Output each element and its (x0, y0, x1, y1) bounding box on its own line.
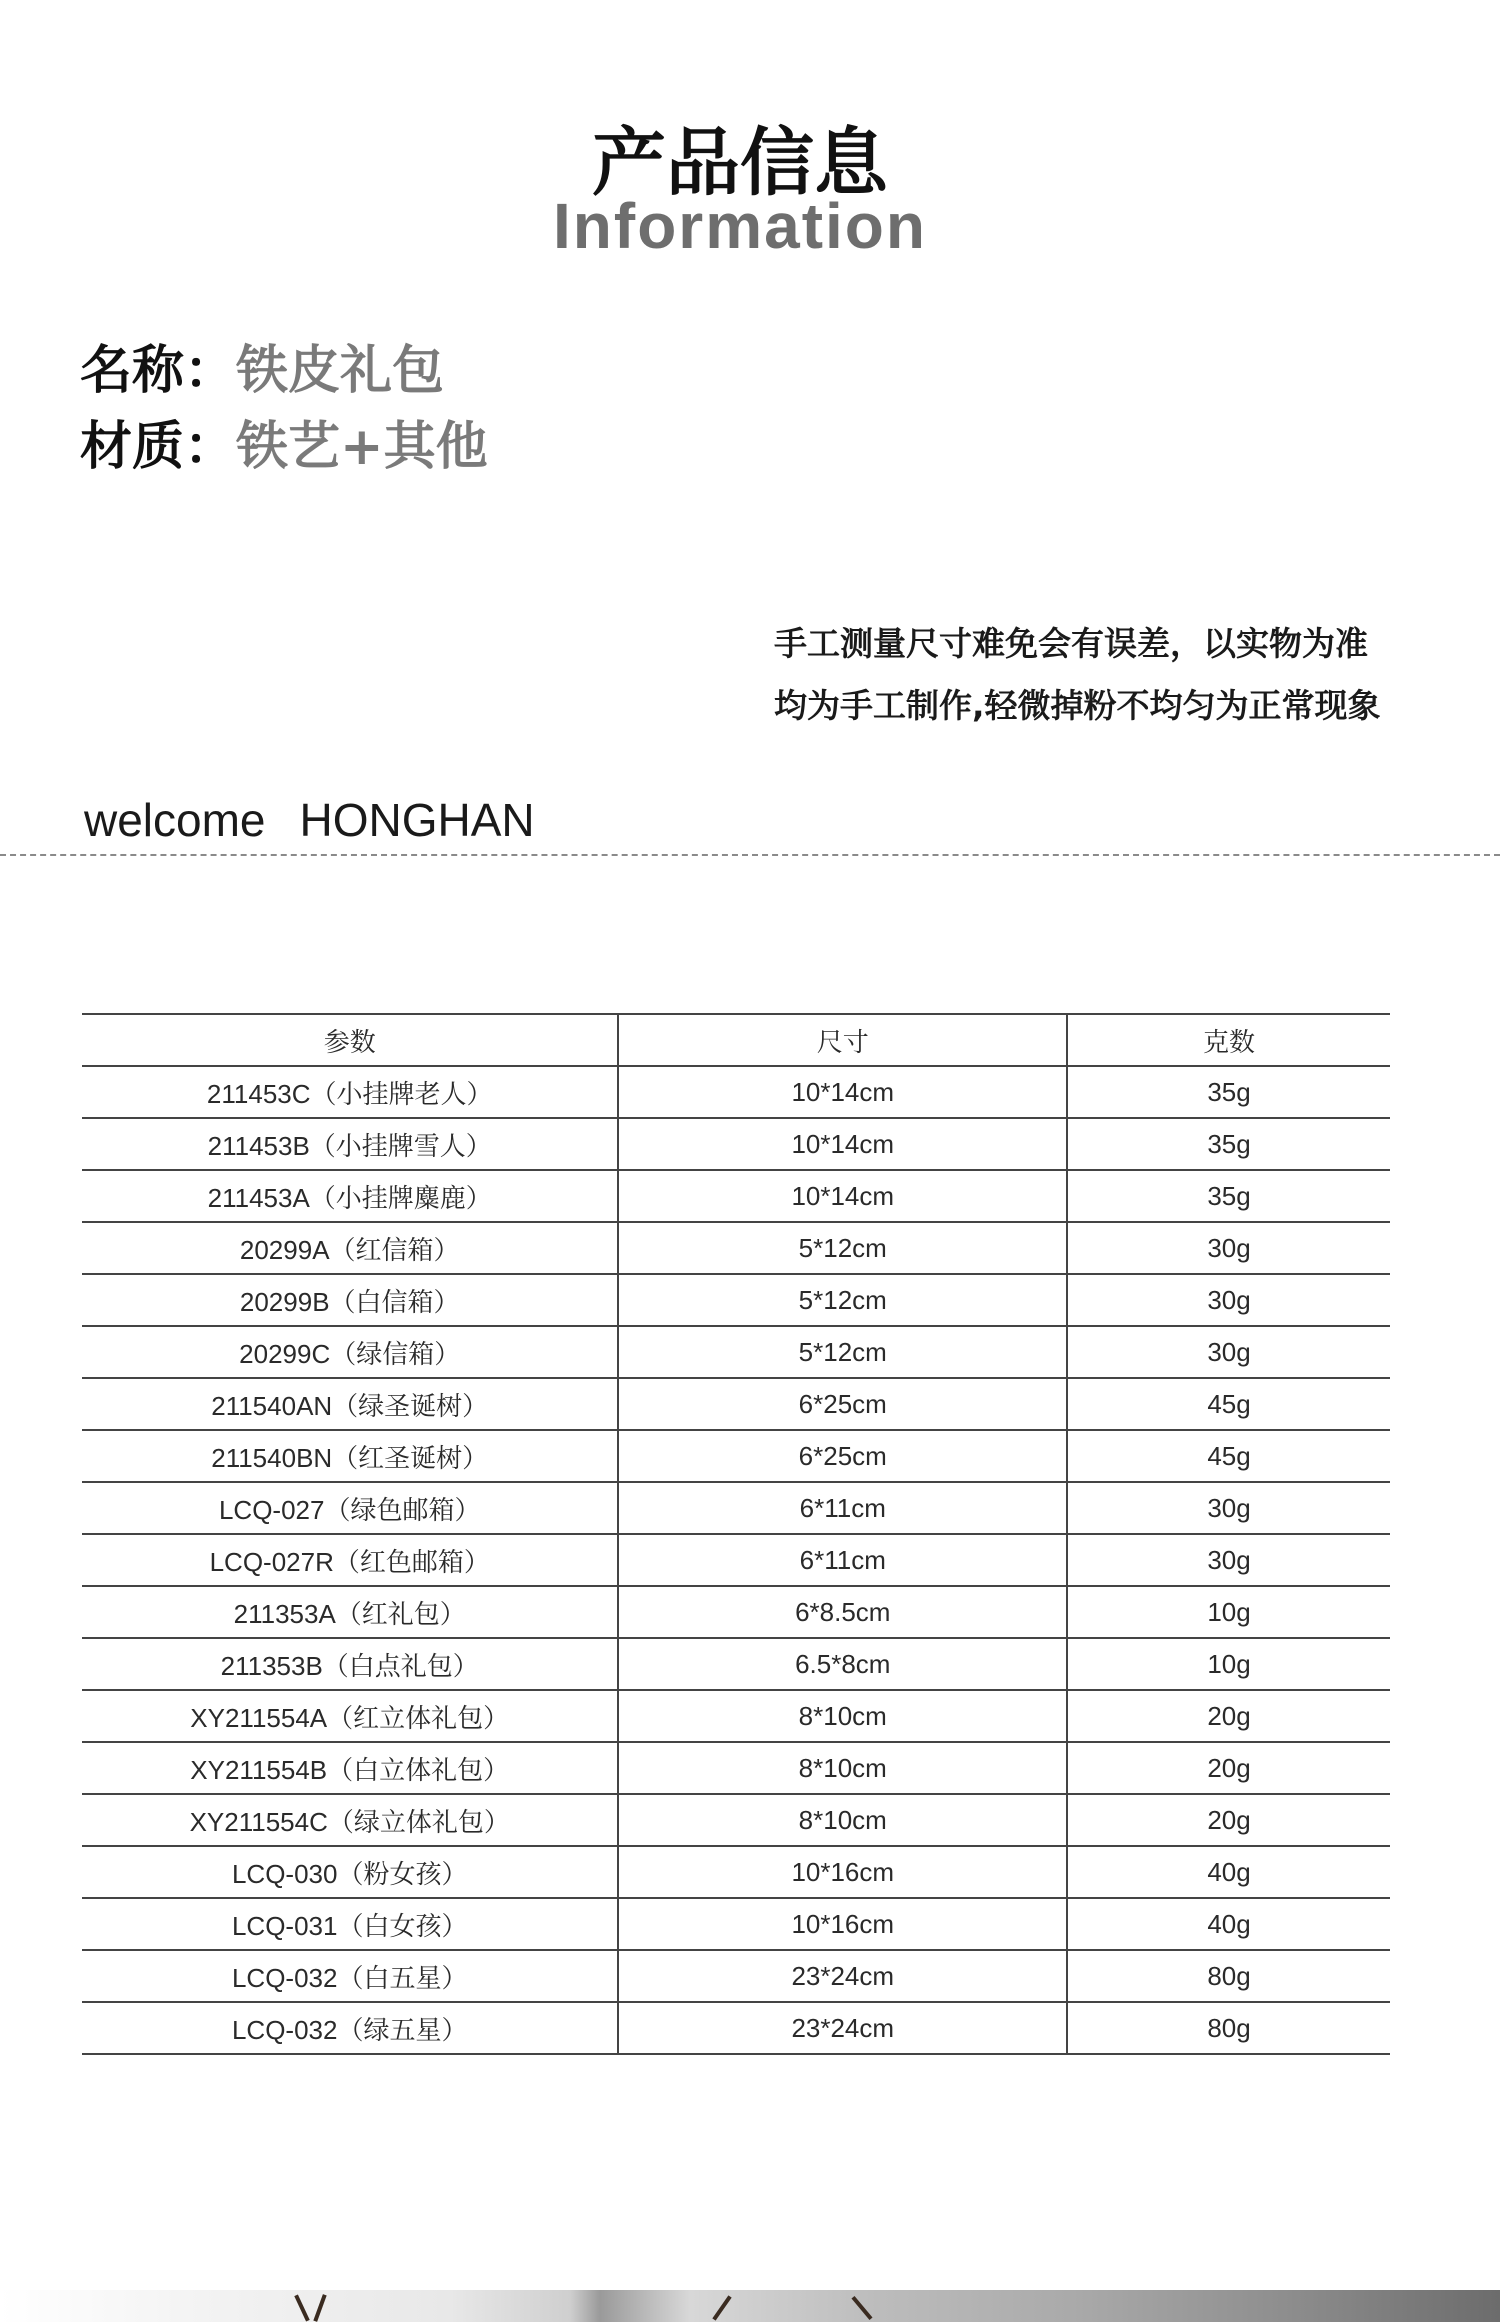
cell-weight: 40g (1067, 1898, 1390, 1950)
table-row (82, 1170, 1390, 1222)
cell-param: 211540BN（红圣诞树） (82, 1430, 618, 1482)
cell-size: 6*11cm (618, 1534, 1067, 1586)
cell-param: XY211554B（白立体礼包） (82, 1742, 618, 1794)
cell-weight: 35g (1067, 1170, 1390, 1222)
cell-param: LCQ-027（绿色邮箱） (82, 1482, 618, 1534)
cell-param: 211353B（白点礼包） (82, 1638, 618, 1690)
table-row (82, 1898, 1390, 1950)
cell-param: 211540AN（绿圣诞树） (82, 1378, 618, 1430)
welcome-banner (84, 790, 535, 850)
cell-size: 6*8.5cm (618, 1586, 1067, 1638)
cell-size: 6*11cm (618, 1482, 1067, 1534)
cell-param: 20299C（绿信箱） (82, 1326, 618, 1378)
cell-weight: 35g (1067, 1066, 1390, 1118)
cell-param: LCQ-030（粉女孩） (82, 1846, 618, 1898)
cell-weight: 20g (1067, 1794, 1390, 1846)
cell-param: 211453A（小挂牌麋鹿） (82, 1170, 618, 1222)
cell-weight: 10g (1067, 1638, 1390, 1690)
cell-weight: 30g (1067, 1274, 1390, 1326)
product-name-value: 铁皮礼包 (236, 341, 445, 401)
cell-param: 211453C（小挂牌老人） (82, 1066, 618, 1118)
cell-size: 8*10cm (618, 1690, 1067, 1742)
cell-size: 23*24cm (618, 2002, 1067, 2054)
table-row (82, 1066, 1390, 1118)
handmade-note: 均为手工制作,轻微掉粉不均匀为正常现象 (774, 686, 1381, 725)
table-row (82, 1950, 1390, 2002)
cell-param: 20299A（红信箱） (82, 1222, 618, 1274)
measurement-note: 手工测量尺寸难免会有误差，以实物为准 (774, 624, 1368, 663)
product-name-line (80, 338, 444, 404)
product-material-value: 铁艺+其他 (236, 417, 488, 477)
cell-size: 10*16cm (618, 1846, 1067, 1898)
cell-param: LCQ-032（绿五星） (82, 2002, 618, 2054)
table-row (82, 1274, 1390, 1326)
cell-weight: 20g (1067, 1742, 1390, 1794)
table-row (82, 1430, 1390, 1482)
cell-weight: 30g (1067, 1482, 1390, 1534)
page-title: 产品信息 (592, 120, 888, 206)
cell-size: 23*24cm (618, 1950, 1067, 2002)
brand-name: HONGHAN (299, 794, 535, 846)
cell-size: 10*14cm (618, 1118, 1067, 1170)
cell-param: LCQ-027R（红色邮箱） (82, 1534, 618, 1586)
cell-weight: 80g (1067, 2002, 1390, 2054)
table-row (82, 1638, 1390, 1690)
product-name-label: 名称： (80, 341, 237, 401)
cell-size: 6*25cm (618, 1430, 1067, 1482)
table-row (82, 1690, 1390, 1742)
cell-param: 20299B（白信箱） (82, 1274, 618, 1326)
spec-table (82, 1013, 1390, 2055)
cell-weight: 30g (1067, 1326, 1390, 1378)
cell-param: LCQ-031（白女孩） (82, 1898, 618, 1950)
cell-size: 10*16cm (618, 1898, 1067, 1950)
cell-size: 10*14cm (618, 1066, 1067, 1118)
cell-weight: 80g (1067, 1950, 1390, 2002)
cell-size: 8*10cm (618, 1794, 1067, 1846)
dashed-divider (0, 854, 1500, 856)
cell-param: XY211554C（绿立体礼包） (82, 1794, 618, 1846)
table-row (82, 1118, 1390, 1170)
cell-weight: 10g (1067, 1586, 1390, 1638)
cell-size: 5*12cm (618, 1222, 1067, 1274)
cell-weight: 35g (1067, 1118, 1390, 1170)
cell-size: 5*12cm (618, 1326, 1067, 1378)
cell-size: 10*14cm (618, 1170, 1067, 1222)
table-row (82, 1742, 1390, 1794)
cell-param: 211453B（小挂牌雪人） (82, 1118, 618, 1170)
table-row (82, 1378, 1390, 1430)
cell-param: 211353A（红礼包） (82, 1586, 618, 1638)
table-header-row (82, 1014, 1390, 1066)
header-weight: 克数 (1067, 1014, 1390, 1066)
cell-size: 5*12cm (618, 1274, 1067, 1326)
table-row (82, 1794, 1390, 1846)
cell-weight: 45g (1067, 1430, 1390, 1482)
cell-size: 6.5*8cm (618, 1638, 1067, 1690)
cell-param: XY211554A（红立体礼包） (82, 1690, 618, 1742)
cell-size: 8*10cm (618, 1742, 1067, 1794)
cell-weight: 20g (1067, 1690, 1390, 1742)
table-row (82, 1846, 1390, 1898)
table-row (82, 1482, 1390, 1534)
table-row (82, 2002, 1390, 2054)
product-photo-strip (0, 2290, 1500, 2322)
table-row (82, 1326, 1390, 1378)
product-material-line (80, 414, 488, 480)
cell-weight: 30g (1067, 1534, 1390, 1586)
product-material-label: 材质： (80, 417, 237, 477)
header-param: 参数 (82, 1014, 618, 1066)
cell-size: 6*25cm (618, 1378, 1067, 1430)
cell-weight: 40g (1067, 1846, 1390, 1898)
welcome-text: welcome (84, 794, 266, 846)
cell-weight: 45g (1067, 1378, 1390, 1430)
cell-param: LCQ-032（白五星） (82, 1950, 618, 2002)
page-subtitle: Information (553, 190, 927, 262)
header-size: 尺寸 (618, 1014, 1067, 1066)
table-row (82, 1534, 1390, 1586)
table-row (82, 1586, 1390, 1638)
table-row (82, 1222, 1390, 1274)
cell-weight: 30g (1067, 1222, 1390, 1274)
